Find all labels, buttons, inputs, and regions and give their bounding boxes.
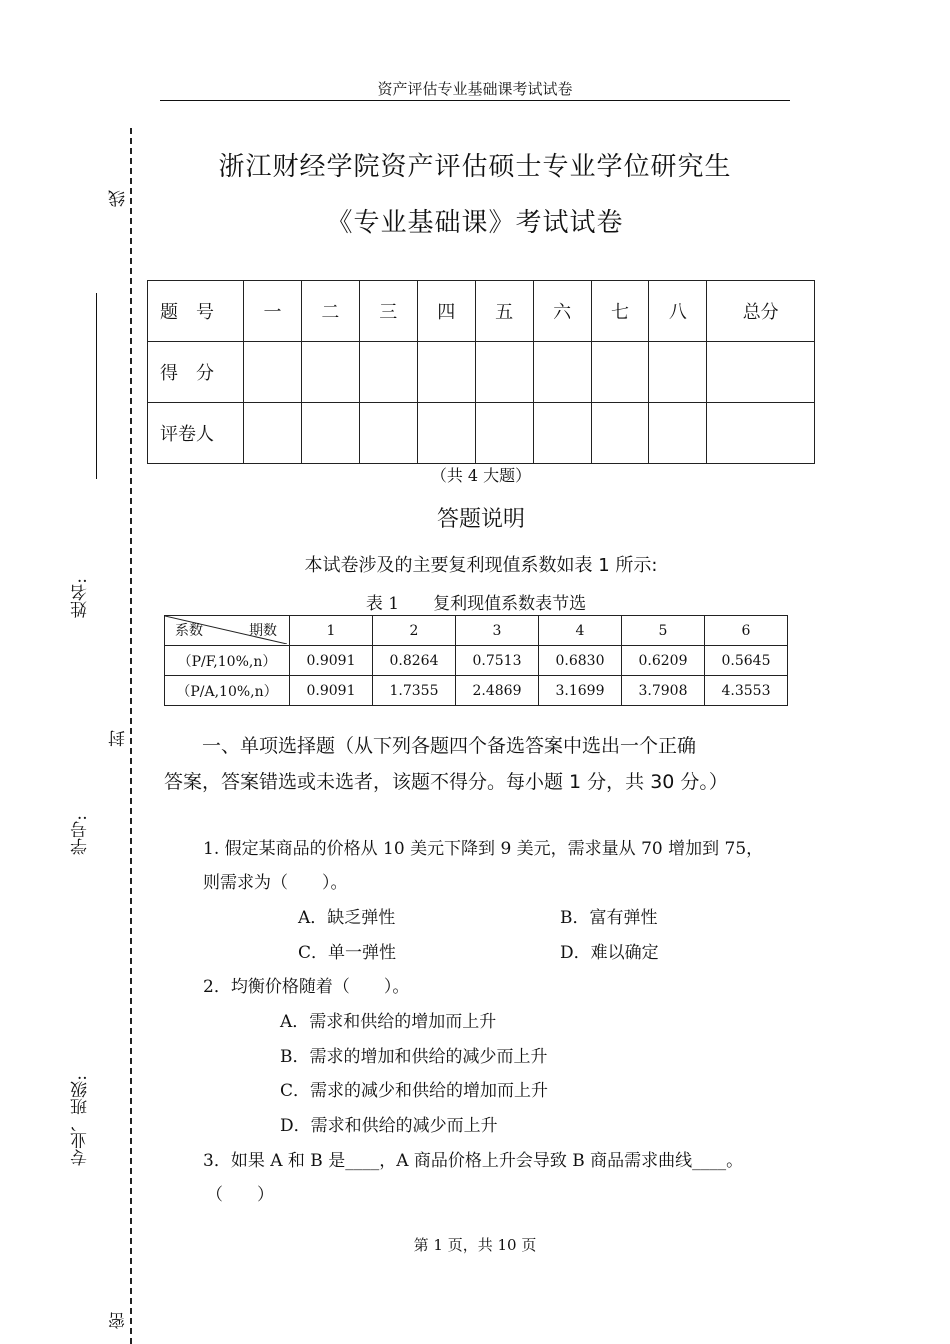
coef-row-label: （P/A,10%,n）: [165, 676, 290, 706]
header-rule: [160, 100, 790, 101]
coef-row-label: （P/F,10%,n）: [165, 646, 290, 676]
q3-stem-line1: 3．如果 A 和 B 是____，A 商品价格上升会导致 B 商品需求曲线____。: [203, 1151, 744, 1171]
coef-value: 0.6209: [622, 646, 705, 676]
q2-option-b[interactable]: B．需求的增加和供给的减少而上升: [280, 1047, 548, 1067]
score-table-score-row: [148, 342, 815, 403]
grader-cell: [649, 403, 707, 464]
score-table-grader-row: [148, 403, 815, 464]
margin-label-name: 姓名:: [71, 578, 91, 618]
q2-stem: 2．均衡价格随着（ ）。: [203, 977, 410, 997]
score-col-6: 六: [533, 281, 591, 342]
score-col-3: 三: [359, 281, 417, 342]
margin-label-mi: 密: [109, 1312, 129, 1329]
q2-option-c[interactable]: C．需求的减少和供给的增加而上升: [280, 1081, 549, 1101]
coef-row-pf: [165, 646, 788, 676]
score-col-4: 四: [417, 281, 475, 342]
score-col-label: 题 号: [148, 281, 244, 342]
period-header: 5: [622, 616, 705, 646]
grader-cell: [475, 403, 533, 464]
instructions-heading: 答题说明: [436, 507, 525, 532]
grader-row-label: 评卷人: [148, 403, 244, 464]
period-header: 2: [373, 616, 456, 646]
coef-value: 1.7355: [373, 676, 456, 706]
corner-label-period: 期数: [249, 623, 277, 639]
exam-title-line1: 浙江财经学院资产评估硕士专业学位研究生: [218, 152, 732, 182]
q3-stem-line2: （ ）: [206, 1185, 274, 1205]
grader-cell: [533, 403, 591, 464]
q1-option-a[interactable]: A．缺乏弹性: [298, 908, 396, 928]
coef-value: 2.4869: [456, 676, 539, 706]
grader-cell: [301, 403, 359, 464]
period-header: 1: [290, 616, 373, 646]
coef-value: 0.8264: [373, 646, 456, 676]
grader-cell: [417, 403, 475, 464]
q1-option-d[interactable]: D．难以确定: [560, 943, 659, 963]
section1-heading-line1: 一、单项选择题（从下列各题四个备选答案中选出一个正确: [164, 735, 697, 757]
section1-heading-line2: 答案，答案错选或未选者，该题不得分。每小题 1 分，共 30 分。）: [164, 771, 728, 793]
q1-stem-line1: 1. 假定某商品的价格从 10 美元下降到 9 美元，需求量从 70 增加到 75，: [203, 839, 764, 859]
coef-value: 0.7513: [456, 646, 539, 676]
coef-value: 4.3553: [705, 676, 788, 706]
margin-label-major-class: 专业、班级:: [71, 1075, 91, 1166]
name-underline: [96, 293, 97, 479]
score-cell: [591, 342, 649, 403]
coef-value: 0.9091: [290, 676, 373, 706]
score-col-2: 二: [301, 281, 359, 342]
running-header: 资产评估专业基础课考试试卷: [377, 80, 573, 98]
score-col-8: 八: [649, 281, 707, 342]
grader-cell: [591, 403, 649, 464]
coef-header-row: [165, 616, 788, 646]
period-header: 4: [539, 616, 622, 646]
period-header: 3: [456, 616, 539, 646]
coef-row-pa: [165, 676, 788, 706]
score-cell: [533, 342, 591, 403]
exam-title-line2: 《专业基础课》考试试卷: [326, 208, 624, 238]
score-cell: [475, 342, 533, 403]
coef-corner-cell: [165, 616, 290, 646]
margin-label-student-id: 学号:: [71, 815, 91, 855]
q1-stem-line2: 则需求为（ ）。: [203, 873, 348, 893]
q1-option-b[interactable]: B．富有弹性: [560, 908, 658, 928]
score-cell: [301, 342, 359, 403]
grader-cell: [359, 403, 417, 464]
margin-label-xian: 线: [109, 190, 129, 207]
instructions-text: 本试卷涉及的主要复利现值系数如表 1 所示:: [304, 555, 658, 576]
page-number: 第 1 页，共 10 页: [413, 1236, 537, 1254]
period-header: 6: [705, 616, 788, 646]
coefficient-table: [164, 615, 788, 706]
score-col-1: 一: [244, 281, 302, 342]
score-col-total: 总分: [707, 281, 815, 342]
total-questions-note: （共 4 大题）: [430, 466, 532, 485]
margin-label-feng: 封: [109, 730, 129, 747]
q2-option-a[interactable]: A．需求和供给的增加而上升: [280, 1012, 497, 1032]
score-cell: [707, 342, 815, 403]
grader-cell: [707, 403, 815, 464]
score-cell: [359, 342, 417, 403]
coef-value: 0.9091: [290, 646, 373, 676]
score-row-label: 得 分: [148, 342, 244, 403]
score-col-5: 五: [475, 281, 533, 342]
grader-cell: [244, 403, 302, 464]
coef-value: 3.7908: [622, 676, 705, 706]
q2-option-d[interactable]: D．需求和供给的减少而上升: [280, 1116, 498, 1136]
score-table: [147, 280, 815, 464]
score-cell: [417, 342, 475, 403]
score-col-7: 七: [591, 281, 649, 342]
coef-value: 3.1699: [539, 676, 622, 706]
q1-option-c[interactable]: C．单一弹性: [298, 943, 397, 963]
coef-value: 0.5645: [705, 646, 788, 676]
score-cell: [649, 342, 707, 403]
corner-label-coefficient: 系数: [175, 623, 203, 639]
score-table-header-row: [148, 281, 815, 342]
score-cell: [244, 342, 302, 403]
coef-value: 0.6830: [539, 646, 622, 676]
coef-table-caption: 表 1 复利现值系数表节选: [365, 594, 587, 614]
